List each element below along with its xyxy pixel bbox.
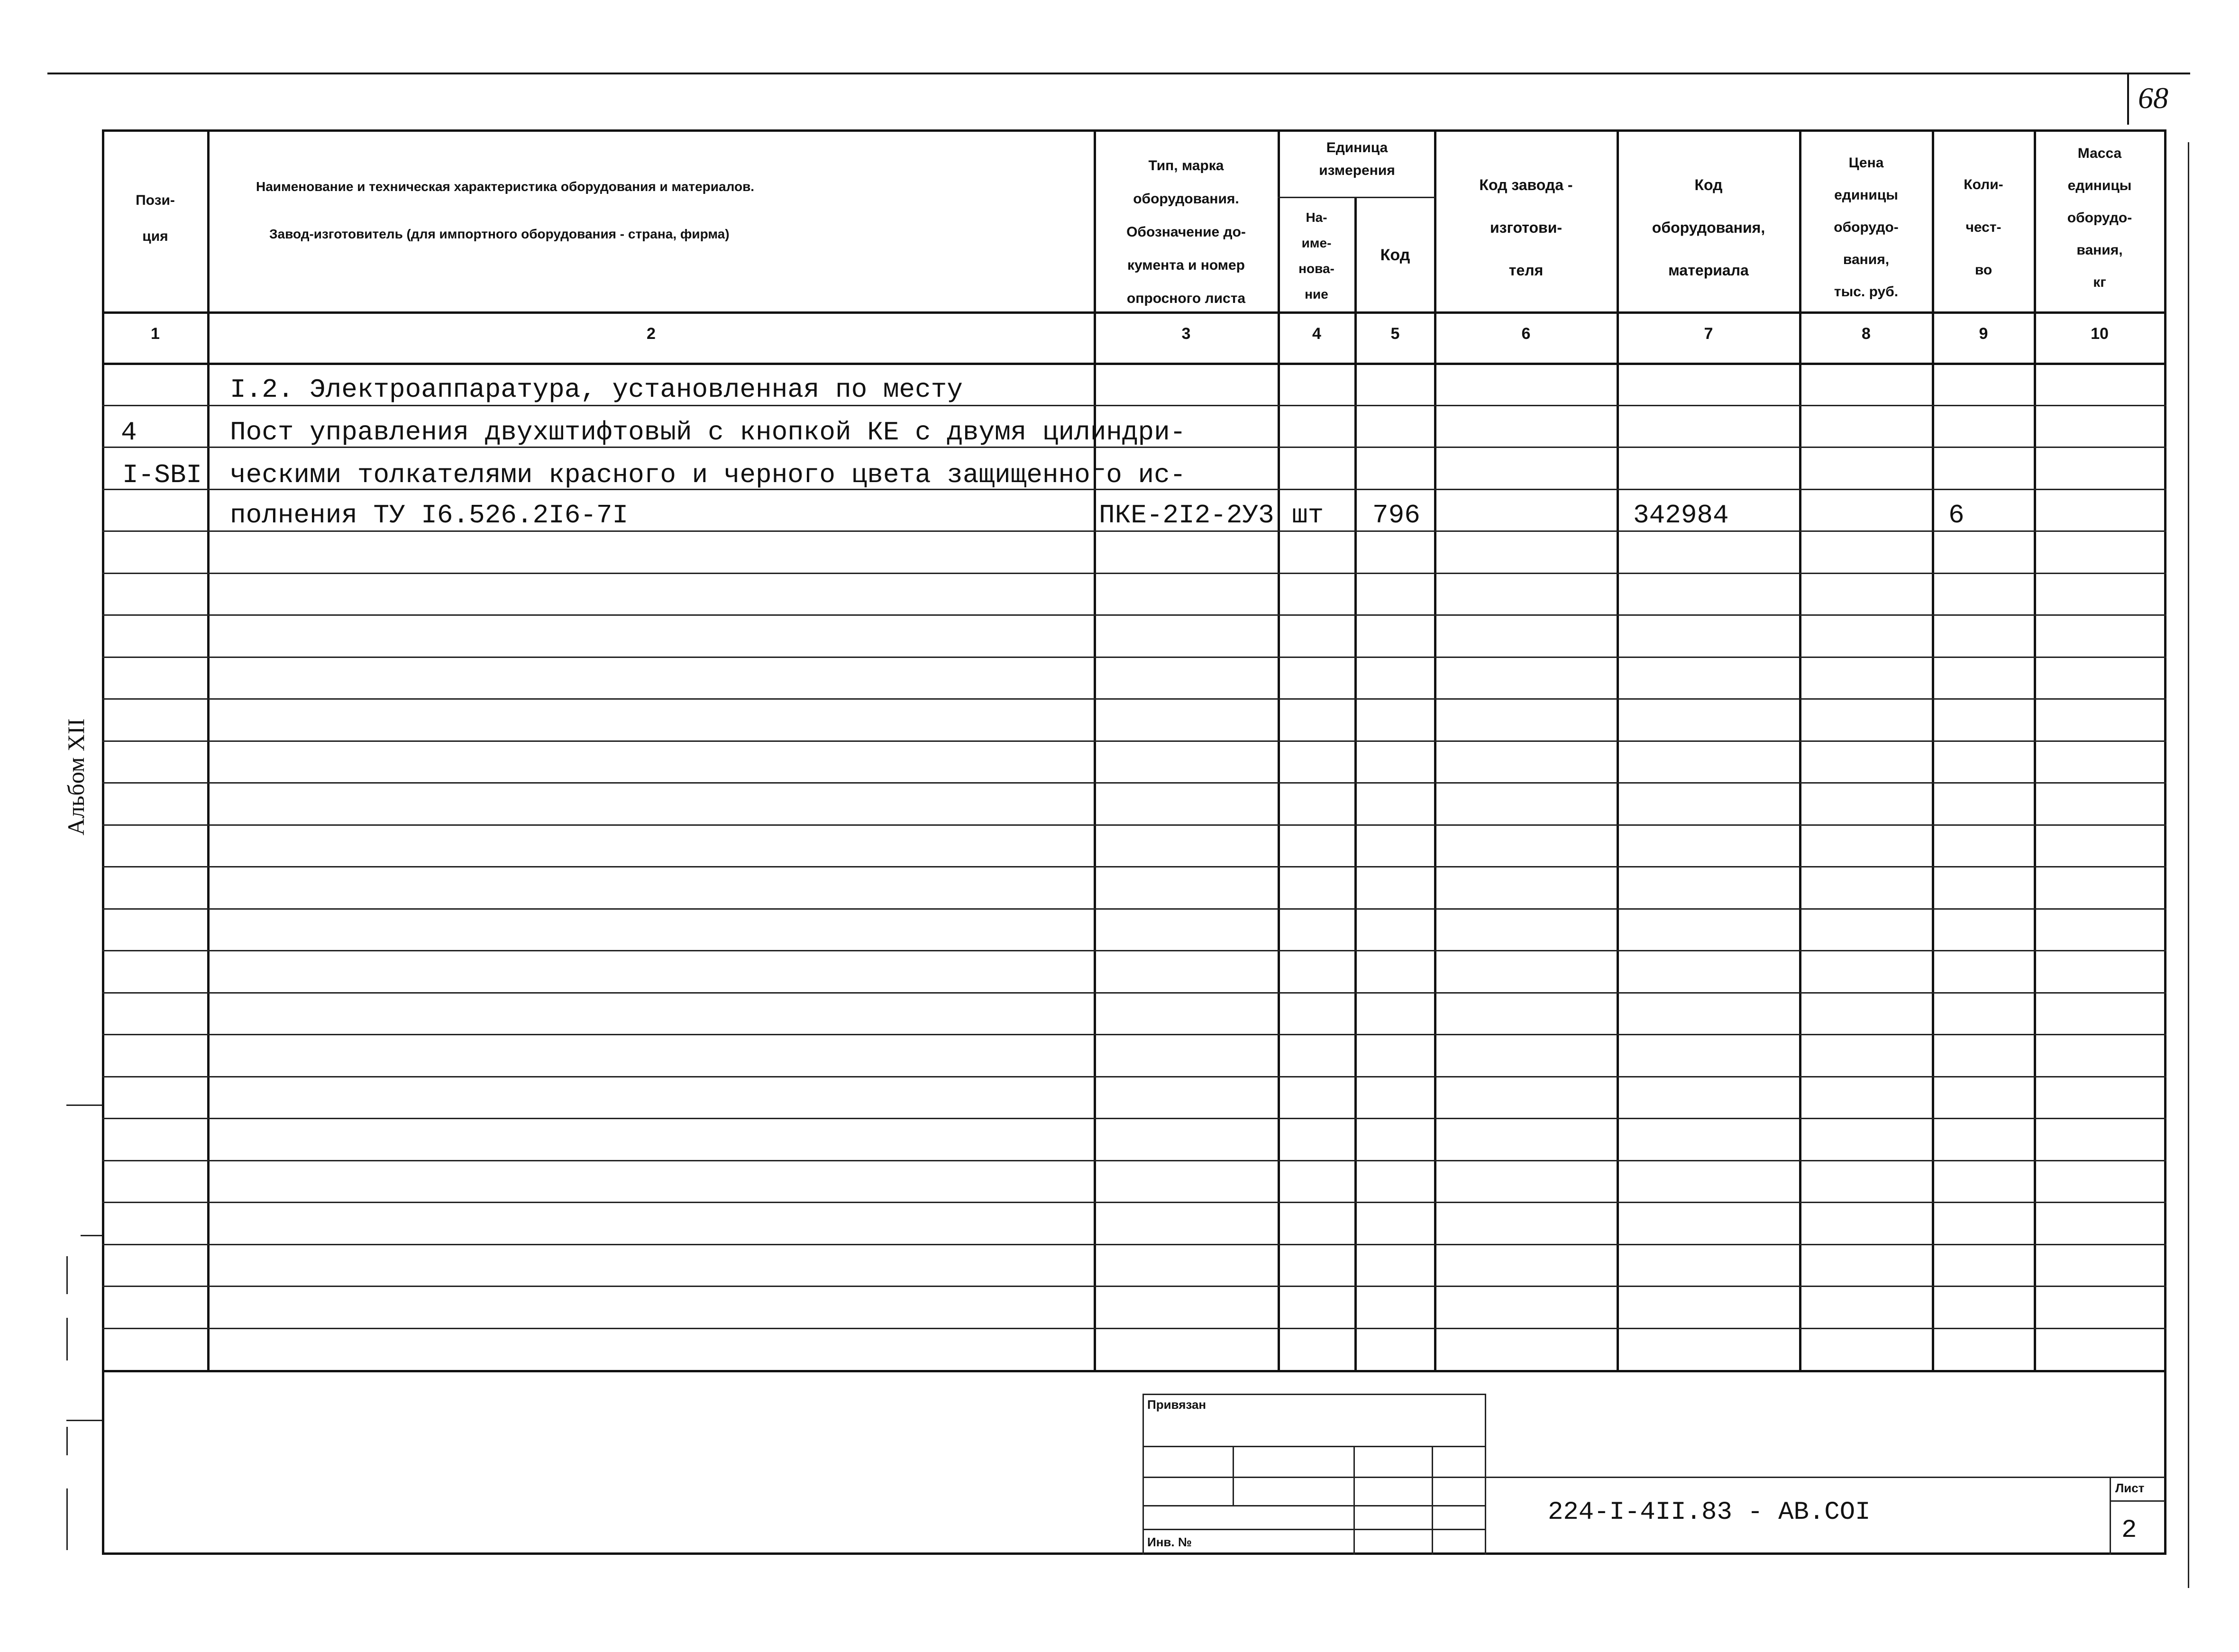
stamp-col-line <box>1432 1446 1433 1555</box>
col-divider-7 <box>1799 129 1801 1372</box>
col-divider-2 <box>1094 129 1096 1372</box>
header-price: Цена единицы оборудо- вания, тыс. руб. <box>1834 155 1899 300</box>
colnum-9: 9 <box>1979 325 1988 343</box>
stamp-top <box>1142 1394 1486 1395</box>
row-4-name: полнения ТУ I6.526.2I6-7I <box>230 500 629 530</box>
stamp-col-line <box>1353 1446 1355 1555</box>
colnum-5: 5 <box>1390 325 1400 343</box>
stamp-left <box>1142 1394 1144 1555</box>
row-line <box>102 1202 2166 1203</box>
row-line <box>102 657 2166 658</box>
header-type: Тип, марка оборудования. Обозначение до- кумента и номер опросного листа <box>1126 158 1246 306</box>
header-material-code: Код оборудования, материала <box>1652 176 1765 279</box>
document-code: 224-I-4II.83 - АВ.СОI <box>1548 1498 1871 1527</box>
stamp-row-line <box>1142 1505 1486 1506</box>
header-unit-code: Код <box>1380 246 1410 264</box>
margin-tick <box>66 1318 68 1360</box>
table-bottom <box>102 1370 2166 1372</box>
row-line <box>102 866 2166 867</box>
row-line <box>102 824 2166 826</box>
header-factory-code: Код завода - изготови- теля <box>1479 176 1573 279</box>
stamp-col-line <box>1233 1446 1234 1505</box>
row-line <box>102 992 2166 994</box>
row-line <box>102 1034 2166 1035</box>
row-3-position: I-SBI <box>122 460 202 490</box>
page-number: 68 <box>2138 81 2168 115</box>
margin-tick <box>81 1235 104 1236</box>
col-divider-9 <box>2034 129 2036 1372</box>
header-unit-name: На- име- нова- ние <box>1298 210 1334 301</box>
colnum-2: 2 <box>647 325 656 343</box>
colnum-8: 8 <box>1862 325 1871 343</box>
margin-tick <box>66 1104 104 1106</box>
col-divider-8 <box>1932 129 1934 1372</box>
row-line <box>102 782 2166 784</box>
colnum-1: 1 <box>151 325 160 343</box>
col-divider-6 <box>1617 129 1619 1372</box>
colnum-10: 10 <box>2091 325 2109 343</box>
inv-label: Инв. № <box>1147 1535 1192 1549</box>
header-quantity: Коли- чест- во <box>1964 177 2003 278</box>
header-unit-group: Единица измерения <box>1319 140 1395 178</box>
row-line <box>102 1160 2166 1161</box>
row-1-name: I.2. Электроаппаратура, установленная по месту <box>230 374 963 405</box>
sheet-label: Лист <box>2115 1481 2145 1495</box>
unit-group-divider <box>1278 197 1435 198</box>
row-3-name: ческими толкателями красного и черного цвета защищенного ис- <box>230 460 1186 490</box>
margin-tick <box>66 1488 68 1550</box>
row-4-type: ПКЕ-2I2-2У3 <box>1099 500 1274 530</box>
row-line <box>102 614 2166 616</box>
row-line <box>102 405 2166 406</box>
colnum-bottom <box>102 363 2166 365</box>
col-divider-3 <box>1278 129 1280 1372</box>
header-name-line2: Завод-изготовитель (для импортного оборудования - страна, фирма) <box>269 227 730 241</box>
sheet-box-left <box>2110 1477 2111 1555</box>
frame-bottom <box>102 1552 2166 1555</box>
colnum-3: 3 <box>1181 325 1191 343</box>
sheet-box-mid <box>2110 1500 2165 1502</box>
stamp-row-line <box>1142 1446 1486 1447</box>
frame-right <box>2164 129 2166 1555</box>
top-rule <box>47 73 2190 74</box>
row-4-unit: шт <box>1292 500 1324 530</box>
row-line <box>102 1244 2166 1245</box>
page-number-box-left <box>2127 73 2129 125</box>
row-4-quantity: 6 <box>1948 500 1965 530</box>
margin-tick <box>66 1256 68 1294</box>
header-position: Пози- ция <box>136 192 175 244</box>
album-label: Альбом XII <box>63 718 89 836</box>
stamp-row-line <box>1142 1529 1486 1530</box>
col-divider-1 <box>207 129 210 1372</box>
frame-left <box>102 129 104 1555</box>
row-line <box>102 1328 2166 1329</box>
row-line <box>102 950 2166 951</box>
row-line <box>102 573 2166 574</box>
header-mass: Масса единицы оборудо- вания, кг <box>2067 146 2132 290</box>
row-line <box>102 740 2166 742</box>
col-divider-4 <box>1354 197 1357 1372</box>
row-2-name: Пост управления двухштифтовый с кнопкой КЕ с двумя цилиндри- <box>230 417 1186 447</box>
linked-label: Привязан <box>1147 1397 1206 1412</box>
table-top <box>102 129 2166 132</box>
margin-tick <box>66 1420 104 1421</box>
row-line <box>102 908 2166 910</box>
margin-tick <box>66 1427 68 1455</box>
row-line <box>102 698 2166 700</box>
row-line <box>102 530 2166 532</box>
colnum-4: 4 <box>1312 325 1321 343</box>
colnum-6: 6 <box>1521 325 1531 343</box>
row-4-unit-code: 796 <box>1372 500 1420 530</box>
right-margin-line <box>2188 142 2189 1588</box>
doc-code-top <box>1485 1477 2165 1478</box>
row-2-position: 4 <box>121 417 137 447</box>
row-4-material-code: 342984 <box>1633 500 1729 530</box>
stamp-right <box>1485 1394 1486 1555</box>
row-line <box>102 1286 2166 1287</box>
row-line <box>102 1118 2166 1119</box>
row-line <box>102 1076 2166 1077</box>
header-name-line1: Наименование и техническая характеристика оборудования и материалов. <box>256 179 755 194</box>
col-divider-5 <box>1434 129 1436 1372</box>
sheet-number: 2 <box>2121 1516 2137 1545</box>
colnum-7: 7 <box>1704 325 1713 343</box>
stamp-row-line <box>1142 1477 1486 1478</box>
